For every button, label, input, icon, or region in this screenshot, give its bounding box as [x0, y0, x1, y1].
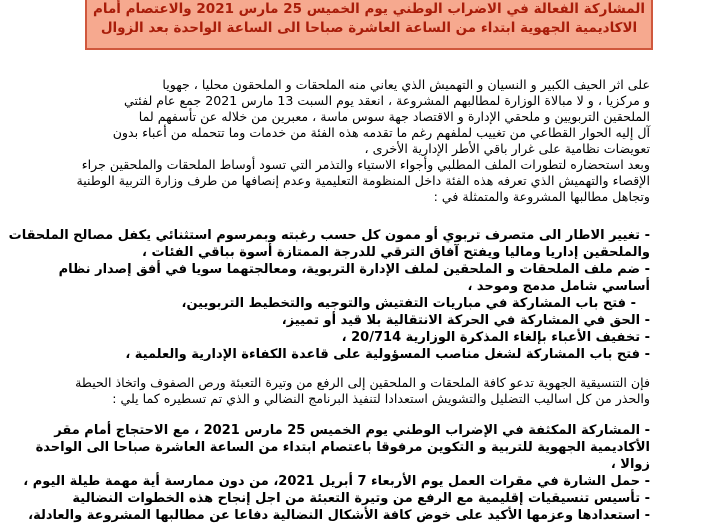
demand-item: - الحق في المشاركة في الحركة الانتقالية بلا قيد أو تمييز،	[281, 313, 650, 328]
program-item: - المشاركة المكثفة في الإضراب الوطني يوم الخميس 25 مارس 2021 ، مع الاحتجاج أمام مقر	[54, 423, 650, 438]
context-paragraph	[72, 157, 650, 205]
text-line: الملحقين التربويين و ملحقي الإدارة و الاقتصاد جهة سوس ماسة ، معبرين من خلاله عن تأسفهم لما	[138, 109, 650, 124]
demand-item: - تغيير الاطار الى متصرف تربوي أو ممون كل حسب رغبته وبمرسوم استثنائي يكفل مصالح الملحقات	[8, 228, 650, 243]
program-item: - حمل الشارة في مقرات العمل يوم الأربعاء 7 أبريل 2021، من دون ممارسة أية مهمة طيلة اليوم ،	[23, 474, 650, 489]
text-line: الإقصاء والتهميش الذي تعرفه هذه الفئة داخل المنظومة التعليمية وعدم إنصافها من طرف وزارة التربية الوطنية	[76, 173, 650, 188]
demand-item: والملحقين إداريا وماليا ويفتح آفاق الترقي للدرجة الممتازة أسوة بباقي الفئات ،	[142, 245, 650, 260]
call-paragraph	[72, 375, 650, 407]
text-line: آل إليه الحوار القطاعي من تغييب لملفهم رغم ما تقدمه هذه الفئة من خدمات وما تتحمله من أعباء بدون	[112, 125, 650, 140]
demands-list	[8, 227, 650, 363]
demand-item: أساسي شامل مدمج وموحد ،	[467, 279, 650, 294]
text-line: فإن التنسيقية الجهوية تدعو كافة الملحقات و الملحقين إلى الرفع من وتيرة التعبئة ورص الصفوف واتخاذ الحيطة	[75, 375, 650, 390]
banner-line: الاكاديمية الجهوية ابتداء من الساعة العاشرة صباحا الى الساعة الواحدة بعد الزوال	[100, 20, 638, 36]
text-line: تعويضات نظامية على غرار باقي الأطر الإدارية الأخرى ،	[364, 141, 650, 156]
intro-paragraph	[72, 77, 650, 157]
text-line: وتجاهل مطالبها المشروعة والمتمثلة في :	[433, 189, 650, 204]
program-item: زوالا ،	[610, 457, 650, 472]
demand-item: - فتح باب المشاركة لشغل مناصب المسؤولية على قاعدة الكفاءة الإدارية والعلمية ،	[125, 347, 650, 362]
program-item: - تأسيس تنسيقيات إقليمية مع الرفع من وتيرة التعبئة من اجل إنجاح هذه الخطوات النضالية	[72, 491, 650, 506]
text-line: وبعد استحضاره لتطورات الملف المطلبي وأجواء الاستياء والتذمر التي تسود أوساط الملحقات والملحقين جراء	[81, 157, 650, 172]
text-line: و مركزيا ، و لا مبالاة الوزارة لمطالبهم المشروعة ، انعقد يوم السبت 13 مارس 2021 جمع عام لفئتي	[123, 93, 650, 108]
program-item: الأكاديمية الجهوية للتربية و التكوين مرفوقا باعتصام ابتداء من الساعة العاشرة صباحا الى الواحدة	[35, 440, 650, 455]
program-item: - استعدادها وعزمها الأكيد على خوض كافة الأشكال النضالية دفاعا عن مطالبها المشروعة والعادلة،	[28, 508, 650, 523]
text-line: والحذر من كل اساليب التضليل والتشويش استعدادا لتنفيذ البرنامج النضالي و الذي تم تسطيره كما يلي :	[112, 391, 650, 406]
program-list	[23, 422, 650, 524]
banner-line: المشاركة الفعالة في الاضراب الوطني يوم الخميس 25 مارس 2021 والاعتصام أمام	[92, 1, 645, 17]
demand-item: - فتح باب المشاركة في مباريات التفتيش والتوجيه والتخطيط التربويين،	[181, 296, 636, 311]
demand-item: - تخفيف الأعباء بإلغاء المذكرة الوزارية 20/714 ،	[341, 330, 650, 345]
text-line: على اثر الحيف الكبير و النسيان و التهميش الذي يعاني منه الملحقات و الملحقون محليا ، جهويا	[162, 77, 650, 92]
demand-item: - ضم ملف الملحقات و الملحقين لملف الإدارة التربوية، ومعالجتهما سويا في أفق إصدار نظام	[58, 262, 650, 277]
headline-banner	[85, 0, 653, 50]
